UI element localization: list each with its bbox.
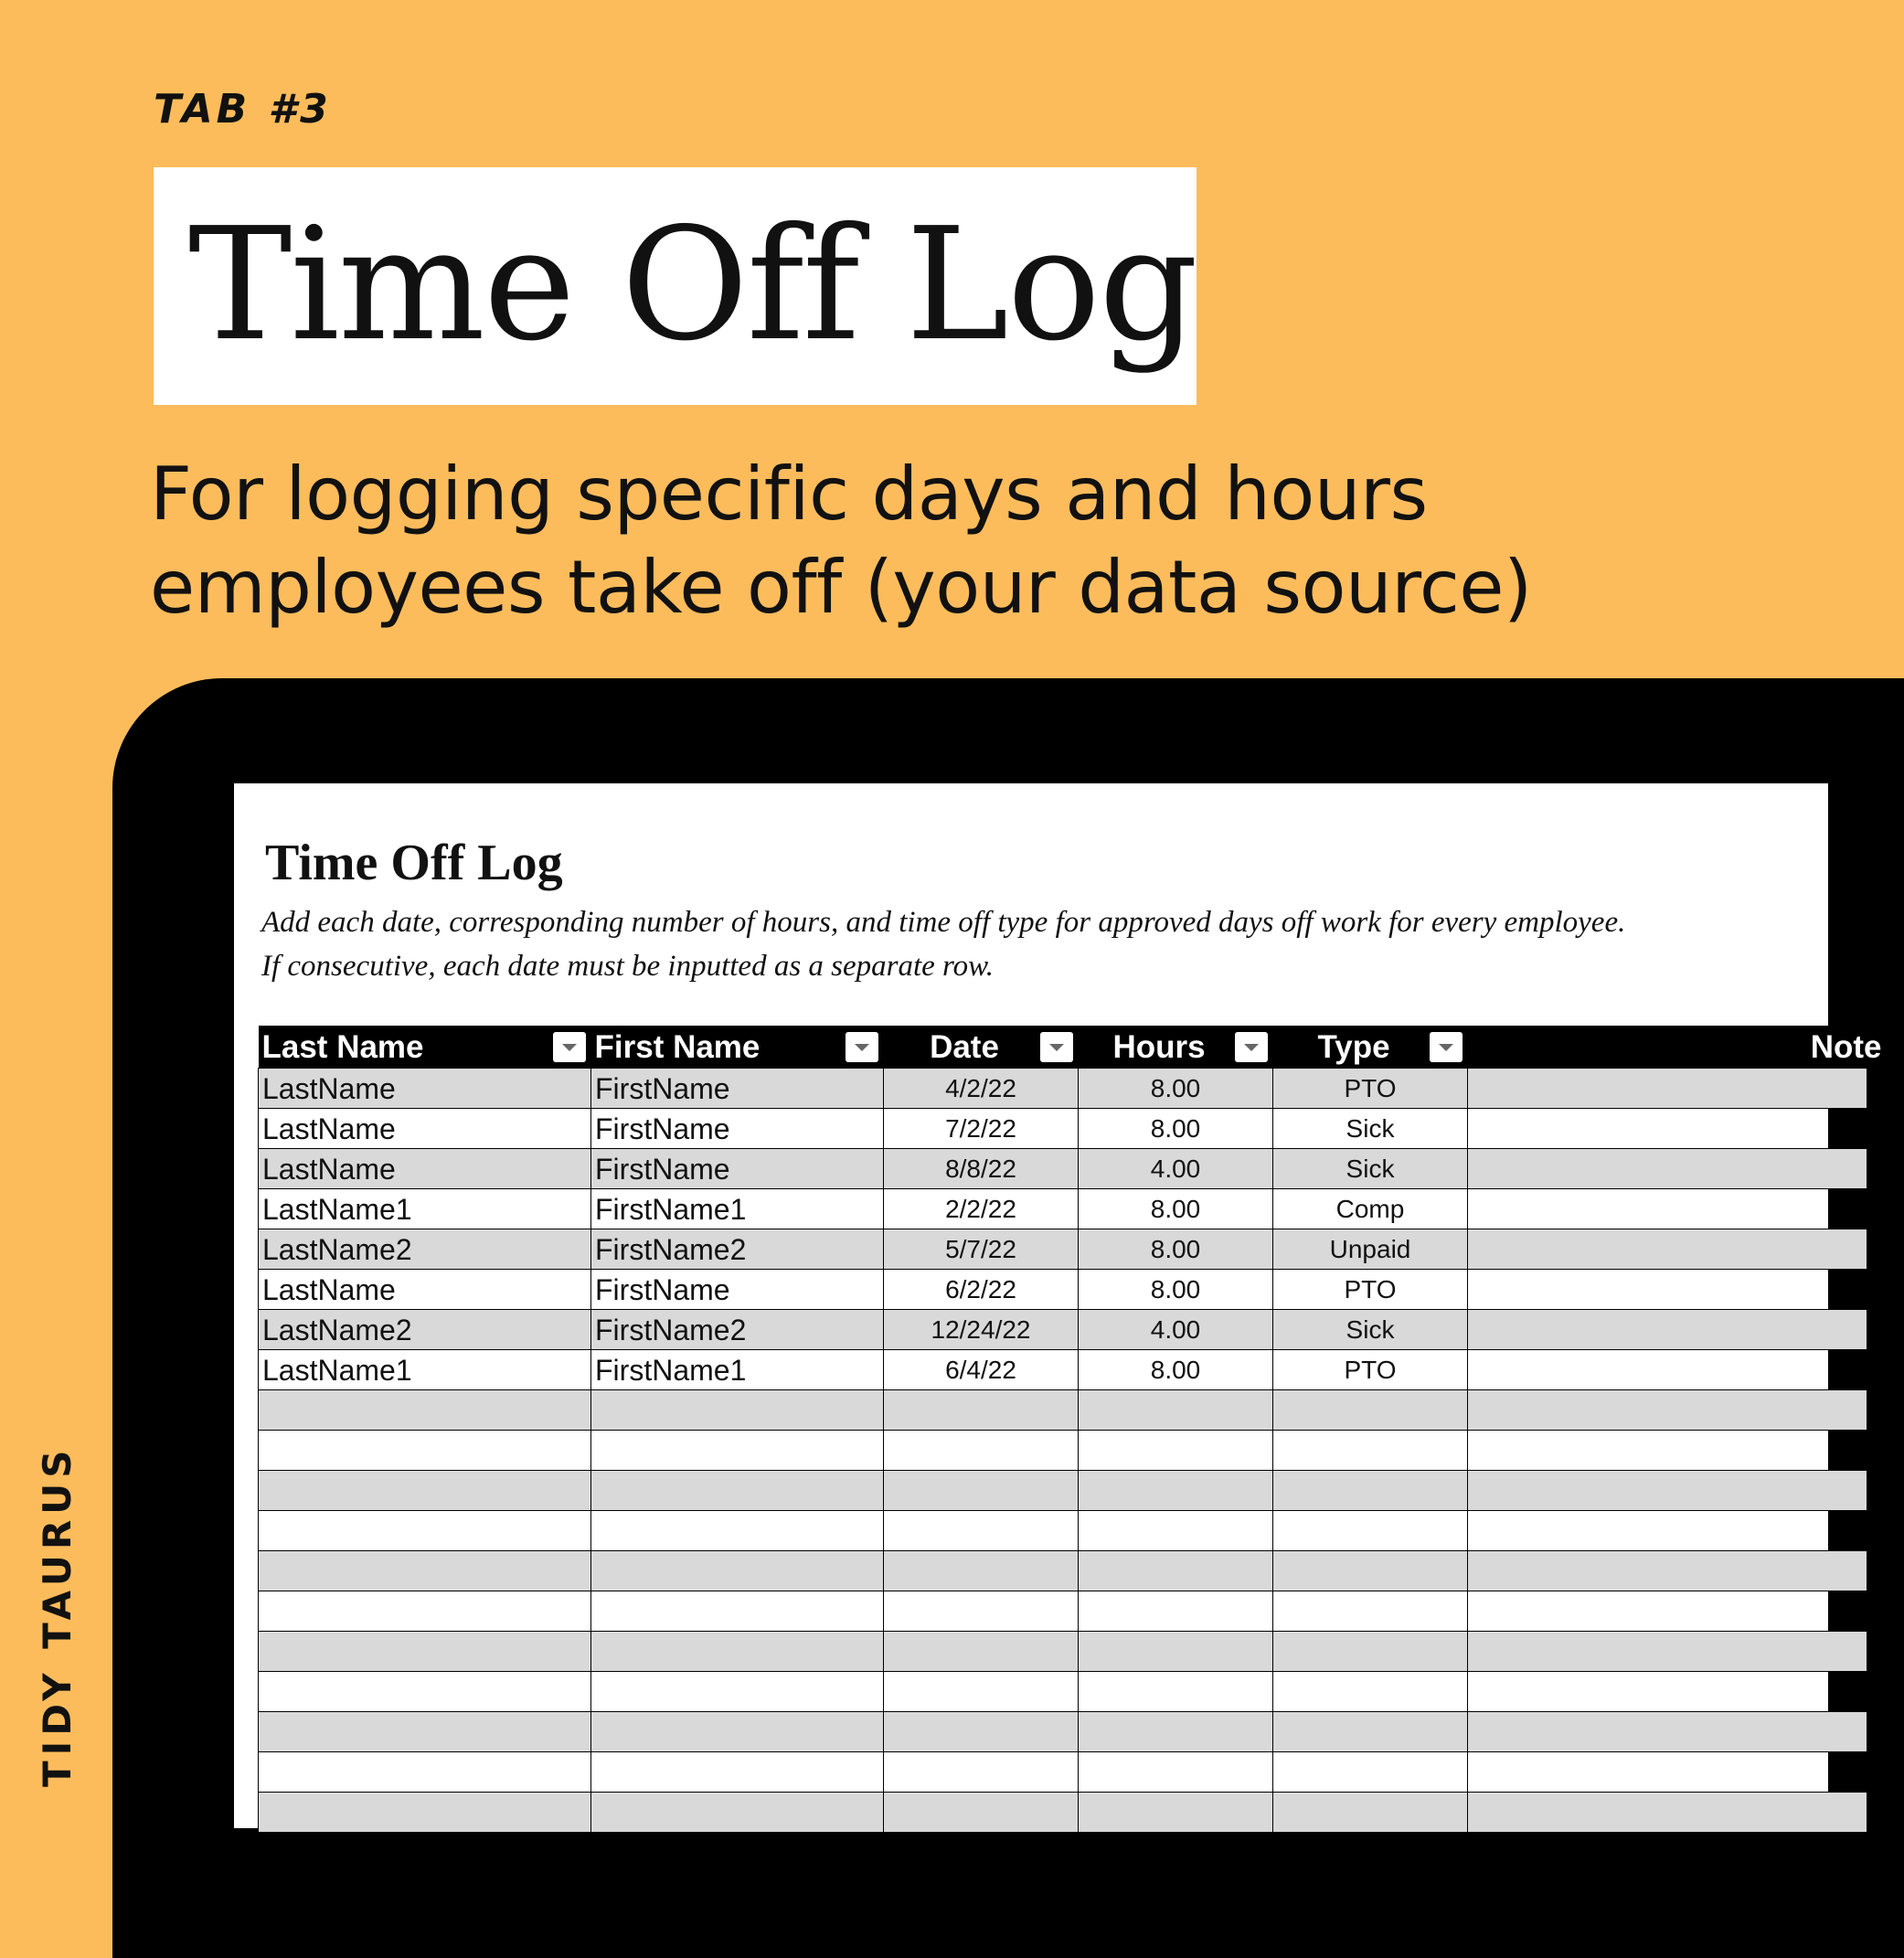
column-header-label: First Name	[594, 1028, 761, 1065]
first-name-cell[interactable]	[591, 1511, 884, 1551]
column-header-label: Last Name	[261, 1028, 424, 1065]
note-cell[interactable]	[1468, 1390, 1867, 1431]
type-cell[interactable]	[1273, 1712, 1468, 1752]
table-row	[259, 1632, 1867, 1672]
table-row	[259, 1712, 1867, 1752]
date-cell[interactable]: 8/8/22	[884, 1149, 1079, 1189]
date-cell[interactable]: 4/2/22	[884, 1069, 1079, 1109]
sheet-description-line-2: If consecutive, each date must be inputted as a separate row.	[261, 950, 994, 983]
column-header-last-name	[259, 1026, 591, 1069]
first-name-cell[interactable]: FirstName1	[591, 1189, 884, 1229]
last-name-cell[interactable]	[259, 1390, 591, 1431]
first-name-cell[interactable]	[591, 1672, 884, 1712]
last-name-cell[interactable]: LastName1	[259, 1189, 591, 1229]
type-cell[interactable]	[1273, 1591, 1468, 1632]
filter-dropdown-icon[interactable]	[1430, 1032, 1463, 1062]
first-name-cell[interactable]	[591, 1551, 884, 1591]
column-header-label: Note	[1810, 1028, 1882, 1065]
date-cell[interactable]	[884, 1793, 1079, 1833]
sheet-title: Time Off Log	[265, 835, 563, 891]
last-name-cell[interactable]	[259, 1591, 591, 1632]
type-cell[interactable]	[1273, 1793, 1468, 1833]
hours-cell[interactable]: 8.00	[1079, 1350, 1273, 1390]
date-cell[interactable]: 7/2/22	[884, 1109, 1079, 1149]
promo-subtitle-line-1: For logging specific days and hours	[150, 452, 1428, 537]
last-name-cell[interactable]: LastName	[259, 1149, 591, 1189]
table-header-row	[259, 1026, 1867, 1069]
column-header-first-name	[591, 1026, 884, 1069]
type-cell[interactable]	[1273, 1551, 1468, 1591]
column-header-date	[884, 1026, 1079, 1069]
hours-cell[interactable]	[1079, 1431, 1273, 1471]
note-cell[interactable]	[1468, 1189, 1867, 1229]
last-name-cell[interactable]	[259, 1752, 591, 1793]
table-row	[259, 1672, 1867, 1712]
hours-cell[interactable]	[1079, 1511, 1273, 1551]
first-name-cell[interactable]	[591, 1471, 884, 1511]
date-cell[interactable]	[884, 1390, 1079, 1431]
promo-subtitle	[150, 448, 1532, 634]
table-row	[259, 1069, 1867, 1109]
type-cell[interactable]: Sick	[1273, 1149, 1468, 1189]
hours-cell[interactable]	[1079, 1672, 1273, 1712]
hours-cell[interactable]	[1079, 1793, 1273, 1833]
type-cell[interactable]	[1273, 1752, 1468, 1793]
column-header-label: Type	[1317, 1028, 1390, 1065]
sheet-description	[261, 900, 1625, 988]
first-name-cell[interactable]	[591, 1591, 884, 1632]
first-name-cell[interactable]: FirstName	[591, 1149, 884, 1189]
title-banner	[154, 167, 1197, 405]
column-header-label: Hours	[1112, 1028, 1206, 1065]
note-cell[interactable]	[1468, 1310, 1867, 1350]
date-cell[interactable]	[884, 1431, 1079, 1471]
type-cell[interactable]	[1273, 1672, 1468, 1712]
sheet-description-line-1: Add each date, corresponding number of hours, and time off type for approved days off work for every employee.	[261, 906, 1626, 939]
date-cell[interactable]	[884, 1471, 1079, 1511]
last-name-cell[interactable]	[259, 1551, 591, 1591]
last-name-cell[interactable]	[259, 1471, 591, 1511]
type-cell[interactable]	[1273, 1431, 1468, 1471]
type-cell[interactable]	[1273, 1390, 1468, 1431]
note-cell[interactable]	[1468, 1431, 1867, 1471]
last-name-cell[interactable]: LastName2	[259, 1229, 591, 1270]
last-name-cell[interactable]: LastName1	[259, 1350, 591, 1390]
first-name-cell[interactable]	[591, 1752, 884, 1793]
note-cell[interactable]	[1468, 1149, 1867, 1189]
table-row	[259, 1471, 1867, 1511]
type-cell[interactable]	[1273, 1511, 1468, 1551]
last-name-cell[interactable]	[259, 1511, 591, 1551]
table-row	[259, 1189, 1867, 1229]
hours-cell[interactable]	[1079, 1752, 1273, 1793]
type-cell[interactable]: Sick	[1273, 1109, 1468, 1149]
last-name-cell[interactable]	[259, 1793, 591, 1833]
last-name-cell[interactable]: LastName	[259, 1270, 591, 1310]
spreadsheet-screen	[234, 783, 1882, 1828]
note-cell[interactable]	[1468, 1793, 1867, 1833]
last-name-cell[interactable]	[259, 1712, 591, 1752]
table-row	[259, 1793, 1867, 1833]
filter-dropdown-icon[interactable]	[553, 1032, 586, 1062]
table-body	[259, 1069, 1867, 1833]
hours-cell[interactable]	[1079, 1632, 1273, 1672]
date-cell[interactable]	[884, 1712, 1079, 1752]
column-header-note	[1468, 1026, 1882, 1069]
first-name-cell[interactable]: FirstName	[591, 1270, 884, 1310]
hours-cell[interactable]	[1079, 1551, 1273, 1591]
first-name-cell[interactable]: FirstName2	[591, 1310, 884, 1350]
type-cell[interactable]: Unpaid	[1273, 1229, 1468, 1270]
date-cell[interactable]: 6/4/22	[884, 1350, 1079, 1390]
table-row	[259, 1109, 1867, 1149]
note-cell[interactable]	[1468, 1672, 1867, 1712]
hours-cell[interactable]	[1079, 1591, 1273, 1632]
tab-number-label: TAB #3	[154, 86, 332, 133]
column-header-label: Date	[930, 1028, 999, 1065]
promo-title: Time Off Log	[188, 195, 1197, 376]
filter-dropdown-icon[interactable]	[1040, 1032, 1073, 1062]
brand-label: TIDY TAURUS	[35, 1444, 80, 1787]
date-cell[interactable]	[884, 1752, 1079, 1793]
note-cell[interactable]	[1468, 1270, 1867, 1310]
first-name-cell[interactable]: FirstName2	[591, 1229, 884, 1270]
type-cell[interactable]: PTO	[1273, 1270, 1468, 1310]
note-cell[interactable]	[1468, 1109, 1867, 1149]
date-cell[interactable]: 2/2/22	[884, 1189, 1079, 1229]
type-cell[interactable]	[1273, 1471, 1468, 1511]
filter-dropdown-icon[interactable]	[1235, 1032, 1268, 1062]
note-cell[interactable]	[1468, 1551, 1867, 1591]
date-cell[interactable]	[884, 1511, 1079, 1551]
date-cell[interactable]	[884, 1632, 1079, 1672]
first-name-cell[interactable]	[591, 1390, 884, 1431]
date-cell[interactable]: 6/2/22	[884, 1270, 1079, 1310]
hours-cell[interactable]: 4.00	[1079, 1149, 1273, 1189]
column-header-type	[1273, 1026, 1468, 1069]
hours-cell[interactable]: 8.00	[1079, 1069, 1273, 1109]
hours-cell[interactable]: 8.00	[1079, 1189, 1273, 1229]
type-cell[interactable]	[1273, 1632, 1468, 1672]
type-cell[interactable]: Comp	[1273, 1189, 1468, 1229]
last-name-cell[interactable]	[259, 1672, 591, 1712]
first-name-cell[interactable]: FirstName1	[591, 1350, 884, 1390]
table-row	[259, 1591, 1867, 1632]
note-cell[interactable]	[1468, 1632, 1867, 1672]
last-name-cell[interactable]: LastName	[259, 1109, 591, 1149]
first-name-cell[interactable]	[591, 1793, 884, 1833]
table-row	[259, 1270, 1867, 1310]
hours-cell[interactable]: 4.00	[1079, 1310, 1273, 1350]
table-row	[259, 1431, 1867, 1471]
table-row	[259, 1390, 1867, 1431]
last-name-cell[interactable]: LastName2	[259, 1310, 591, 1350]
note-cell[interactable]	[1468, 1591, 1867, 1632]
hours-cell[interactable]: 8.00	[1079, 1270, 1273, 1310]
note-cell[interactable]	[1468, 1069, 1867, 1109]
first-name-cell[interactable]: FirstName	[591, 1109, 884, 1149]
type-cell[interactable]: PTO	[1273, 1350, 1468, 1390]
table-row	[259, 1752, 1867, 1793]
filter-dropdown-icon[interactable]	[846, 1032, 878, 1062]
hours-cell[interactable]	[1079, 1471, 1273, 1511]
first-name-cell[interactable]	[591, 1431, 884, 1471]
date-cell[interactable]	[884, 1591, 1079, 1632]
note-cell[interactable]	[1468, 1471, 1867, 1511]
note-cell[interactable]	[1468, 1511, 1867, 1551]
hours-cell[interactable]	[1079, 1390, 1273, 1431]
date-cell[interactable]	[884, 1672, 1079, 1712]
time-off-table	[258, 1026, 1882, 1833]
type-cell[interactable]: PTO	[1273, 1069, 1468, 1109]
note-cell[interactable]	[1468, 1712, 1867, 1752]
first-name-cell[interactable]: FirstName	[591, 1069, 884, 1109]
note-cell[interactable]	[1468, 1752, 1867, 1793]
table-row	[259, 1551, 1867, 1591]
promo-subtitle-line-2: employees take off (your data source)	[150, 545, 1532, 630]
last-name-cell[interactable]	[259, 1431, 591, 1471]
first-name-cell[interactable]	[591, 1632, 884, 1672]
column-header-hours	[1079, 1026, 1273, 1069]
first-name-cell[interactable]	[591, 1712, 884, 1752]
table-row	[259, 1350, 1867, 1390]
last-name-cell[interactable]	[259, 1632, 591, 1672]
hours-cell[interactable]	[1079, 1712, 1273, 1752]
date-cell[interactable]: 5/7/22	[884, 1229, 1079, 1270]
table-row	[259, 1229, 1867, 1270]
table-row	[259, 1149, 1867, 1189]
hours-cell[interactable]: 8.00	[1079, 1229, 1273, 1270]
table-row	[259, 1511, 1867, 1551]
note-cell[interactable]	[1468, 1229, 1867, 1270]
table-row	[259, 1310, 1867, 1350]
note-cell[interactable]	[1468, 1350, 1867, 1390]
date-cell[interactable]	[884, 1551, 1079, 1591]
type-cell[interactable]: Sick	[1273, 1310, 1468, 1350]
last-name-cell[interactable]: LastName	[259, 1069, 591, 1109]
date-cell[interactable]: 12/24/22	[884, 1310, 1079, 1350]
hours-cell[interactable]: 8.00	[1079, 1109, 1273, 1149]
